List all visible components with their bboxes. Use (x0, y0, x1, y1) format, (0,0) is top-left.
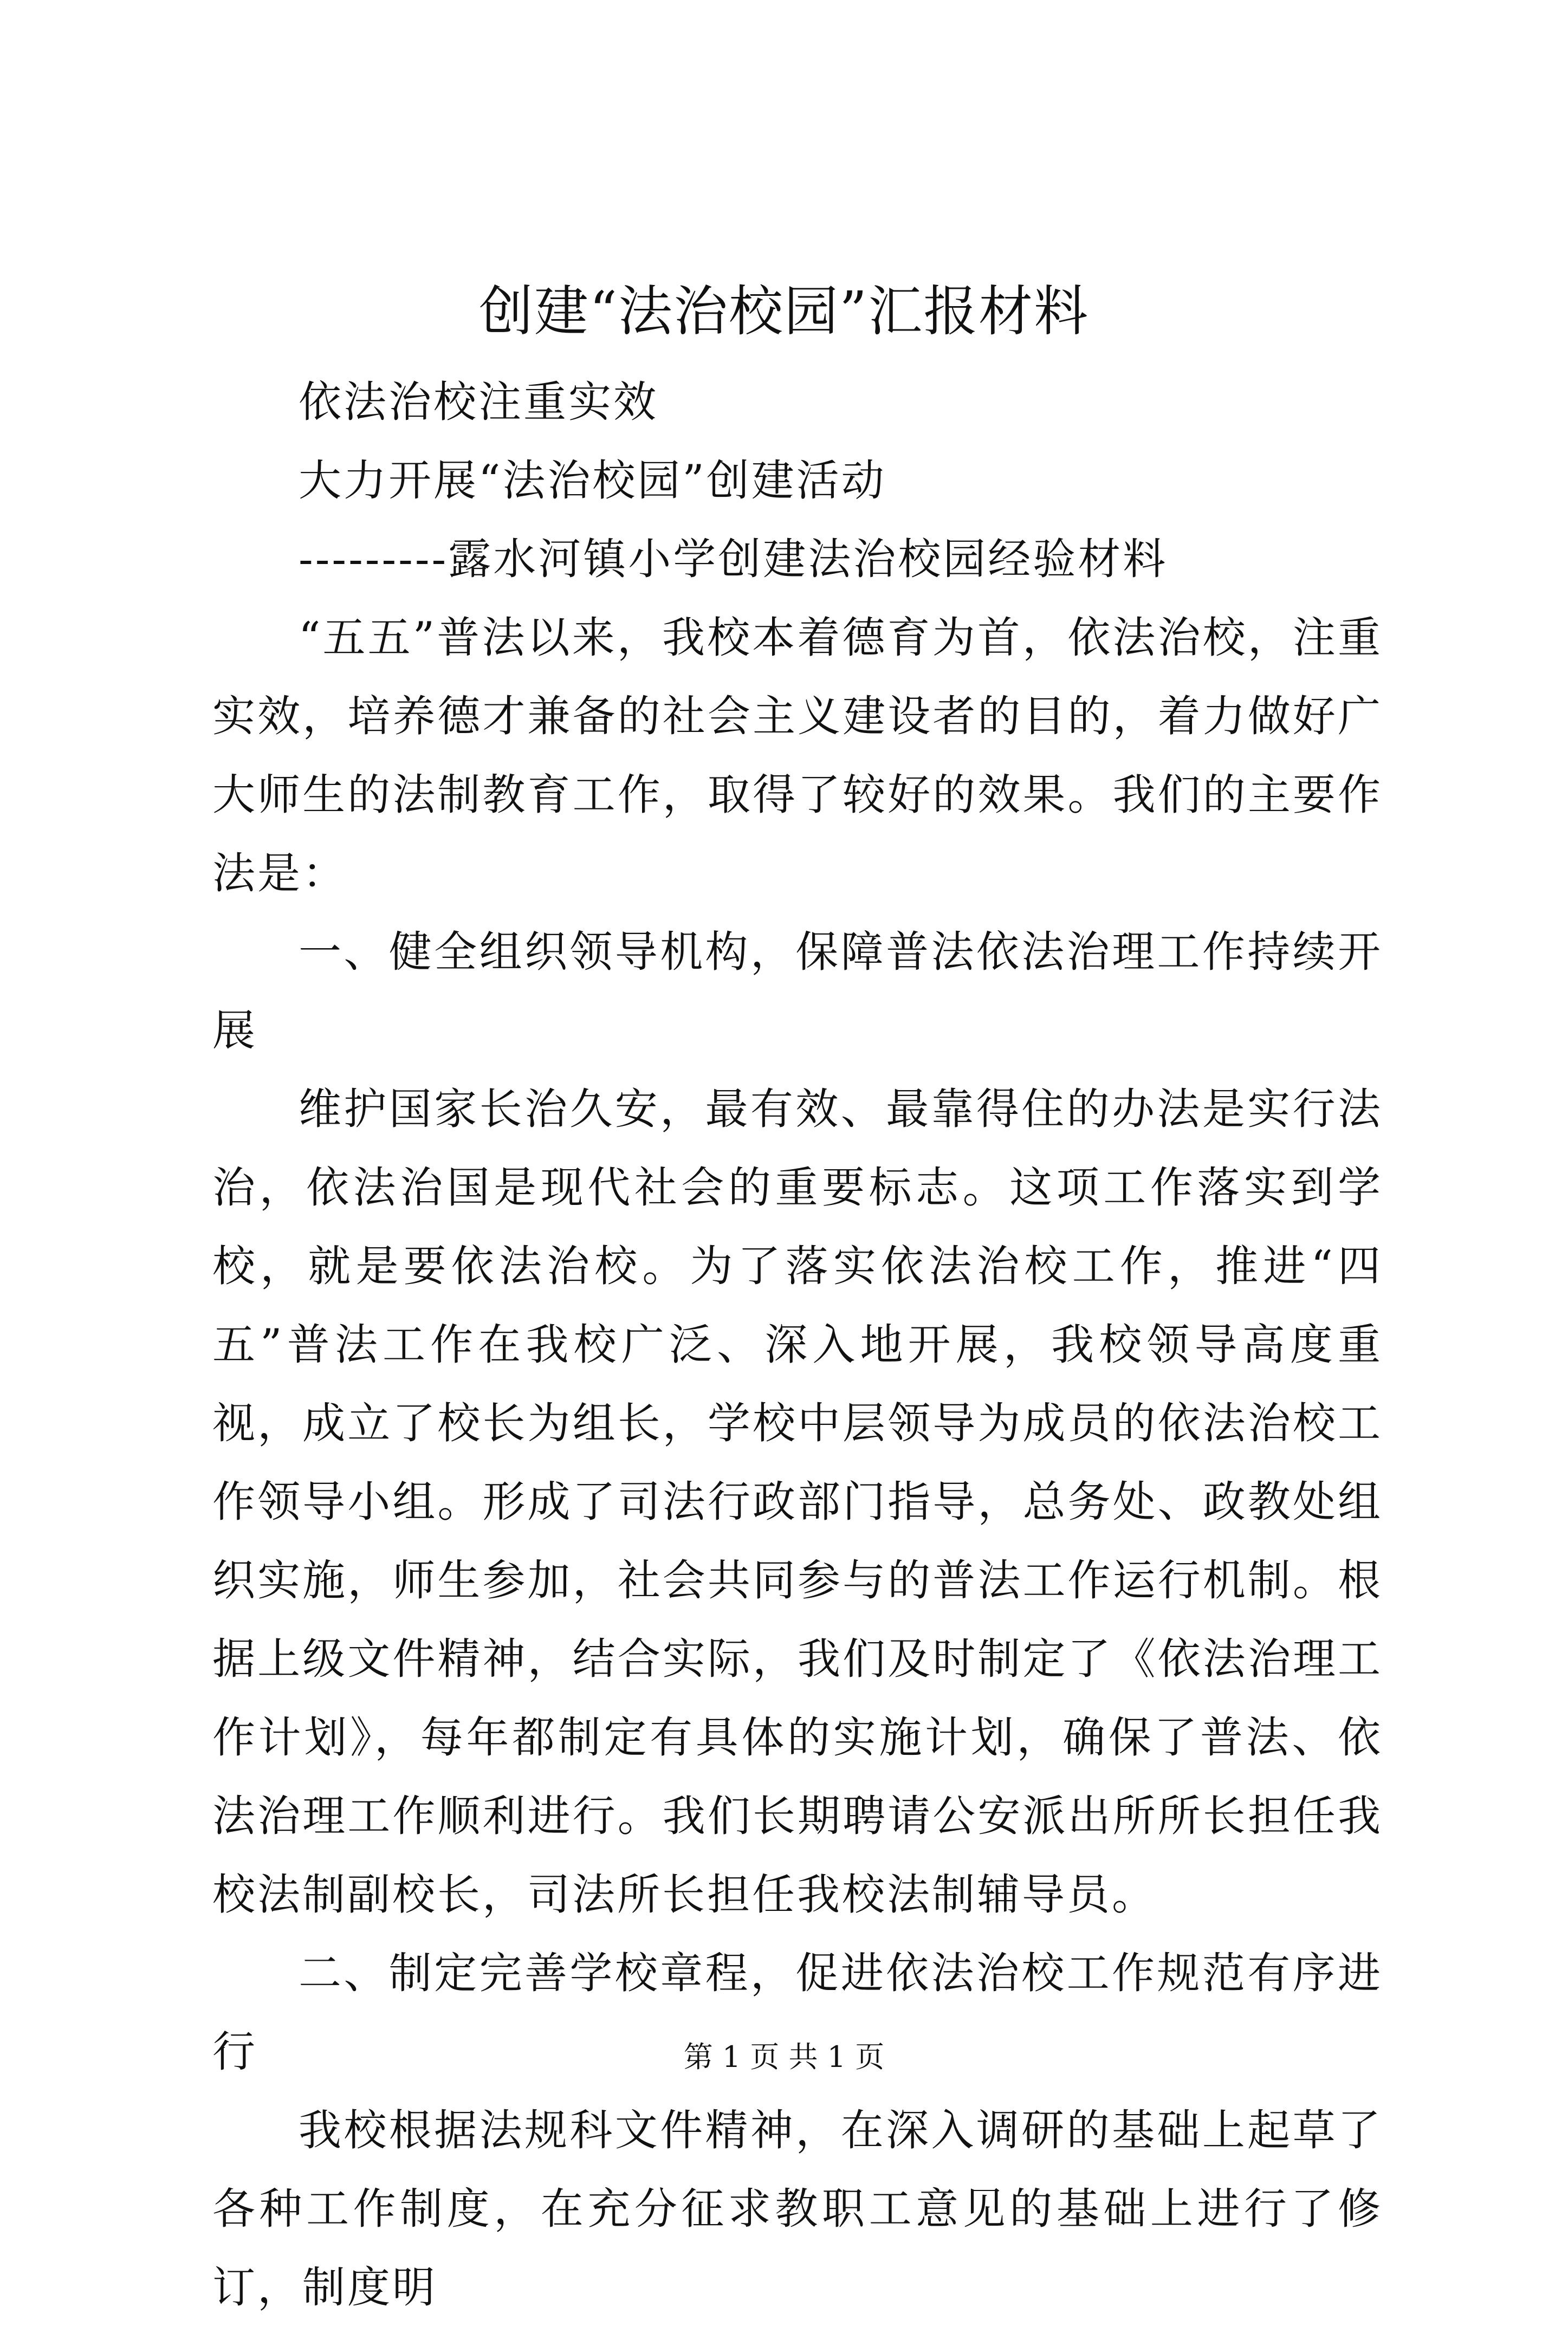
body-paragraph: 维护国家长治久安，最有效、最靠得住的办法是实行法治，依法治国是现代社会的重要标志。这项工作落实到学校，就是要依法治校。为了落实依法治校工作，推进“四五”普法工作在我校广泛、深入地开展，我校领导高度重视，成立了校长为组长，学校中层领导为成员的依法治校工作领导小组。形成了司法行政部门指导，总务处、政教处组织实施，师生参加，社会共同参与的普法工作运行机制。根据上级文件精神，结合实际，我们及时制定了《依法治理工作计划》，每年都制定有具体的实施计划，确保了普法、依法治理工作顺利进行。我们长期聘请公安派出所所长担任我校法制副校长，司法所长担任我校法制辅导员。 (212, 1084, 1383, 1920)
body-paragraph: 我校根据法规科文件精神，在深入调研的基础上起草了各种工作制度，在充分征求教职工意见的基础上进行了修订，制度明 (212, 2105, 1383, 2312)
section-heading: 二、制定完善学校章程，促进依法治校工作规范有序进行 (212, 1948, 1383, 2077)
page-footer: 第 1 页 共 1 页 (683, 2040, 885, 2074)
section-heading: 一、健全组织领导机构，保障普法依法治理工作持续开展 (212, 927, 1383, 1055)
subtitle-line: 大力开展“法治校园”创建活动 (299, 456, 886, 505)
subtitle-line: ---------露水河镇小学创建法治校园经验材料 (299, 534, 1168, 584)
document-body (212, 363, 1383, 2327)
document-title: 创建“法治校园”汇报材料 (478, 280, 1090, 343)
subtitle-line: 依法治校注重实效 (299, 377, 658, 427)
body-paragraph: “五五”普法以来，我校本着德育为首，依法治校，注重实效，培养德才兼备的社会主义建设者的目的，着力做好广大师生的法制教育工作，取得了较好的效果。我们的主要作法是： (212, 613, 1383, 898)
